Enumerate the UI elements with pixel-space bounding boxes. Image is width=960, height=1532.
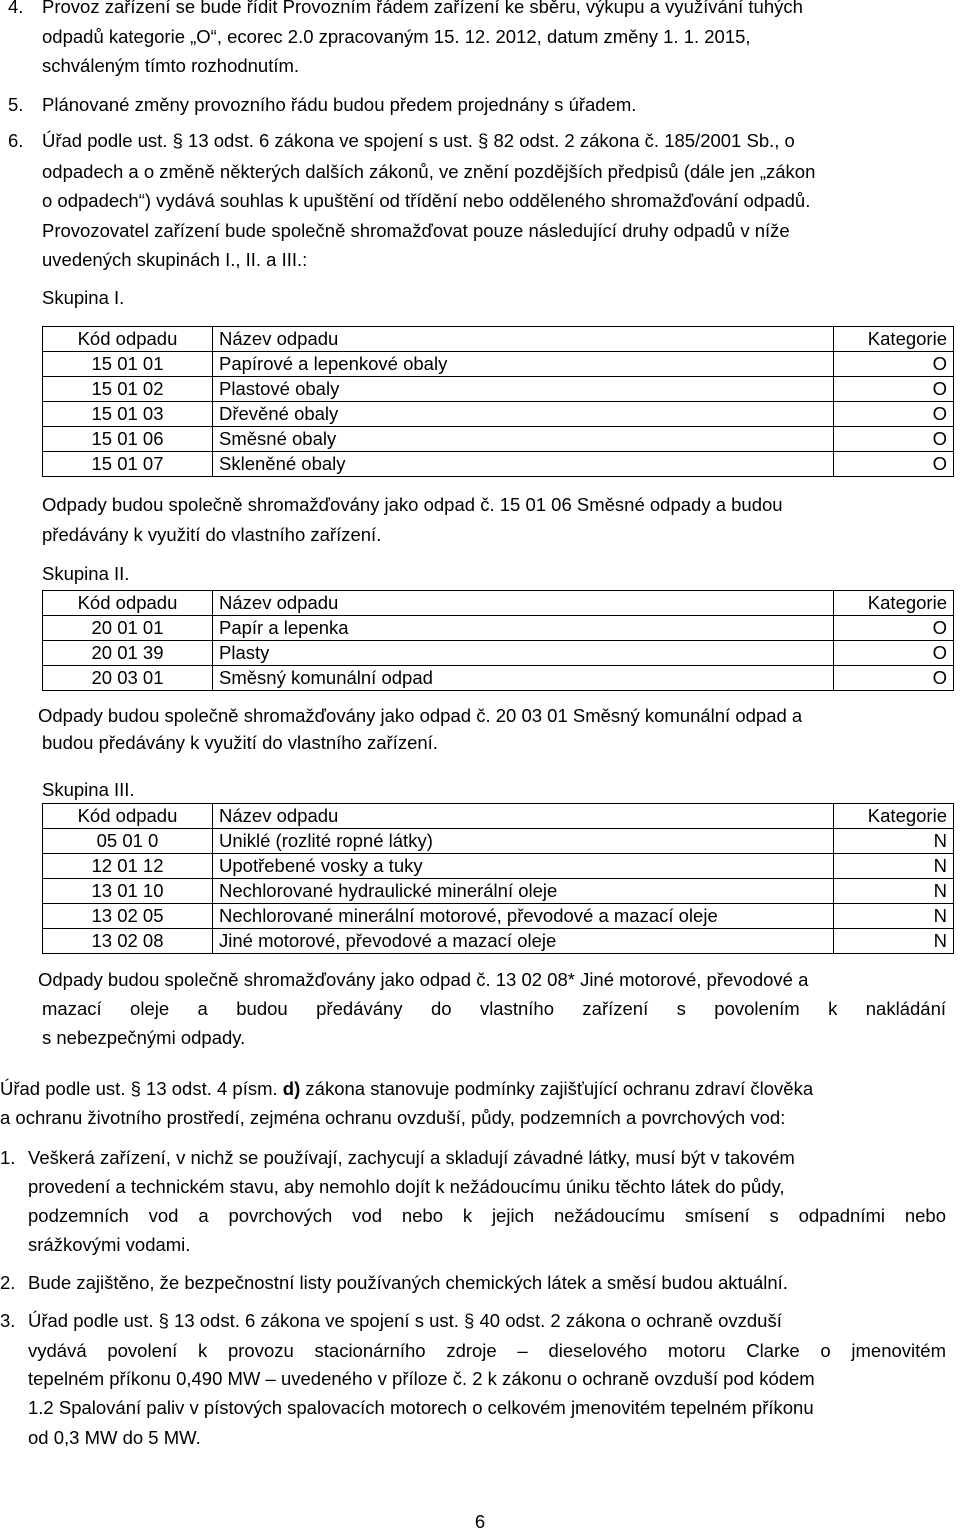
cell-code: 13 02 05 [43, 904, 213, 929]
cell-name: Plastové obaly [213, 377, 834, 402]
cell-category: O [834, 616, 954, 641]
section-d-lead-pre: Úřad podle ust. § 13 odst. 4 písm. [0, 1078, 278, 1099]
table-row [43, 377, 954, 402]
group-1-title: Skupina I. [42, 287, 125, 308]
group-3-note-line-1: Odpady budou společně shromažďovány jako odpad č. 13 02 08* Jiné motorové, převodové a [38, 969, 809, 990]
condition-3-line-2: vydává povolení k provozu stacionárního zdroje – dieselového motoru Clarke o jmenovitém [28, 1340, 946, 1361]
item-4-line-3: schváleným tímto rozhodnutím. [42, 55, 300, 76]
page-number: 6 [474, 1511, 486, 1532]
item-4-number: 4. [8, 0, 24, 17]
cell-code: 20 03 01 [43, 666, 213, 691]
cell-code: 15 01 02 [43, 377, 213, 402]
cell-code: 13 01 10 [43, 879, 213, 904]
table-row [43, 829, 954, 854]
condition-2-number: 2. [0, 1272, 16, 1293]
cell-code: 15 01 01 [43, 352, 213, 377]
group-1-note-line-1: Odpady budou společně shromažďovány jako odpad č. 15 01 06 Směsné odpady a budou [42, 494, 783, 515]
cell-category: O [834, 452, 954, 477]
header-code: Kód odpadu [43, 591, 213, 616]
section-d-lead-bold: d) [282, 1078, 301, 1099]
cell-category: O [834, 641, 954, 666]
cell-name: Nechlorované minerální motorové, převodové a mazací oleje [213, 904, 834, 929]
section-d-lead-line-1 [0, 1077, 813, 1101]
group-3-note-line-3: s nebezpečnými odpady. [42, 1027, 246, 1048]
section-d-lead-line-2: a ochranu životního prostředí, zejména ochranu ovzduší, půdy, podzemních a povrchových vod: [0, 1107, 786, 1128]
item-6-line-3: o odpadech“) vydává souhlas k upuštění od třídění nebo odděleného shromažďování odpadů. [42, 190, 811, 211]
condition-2-line-1: Bude zajištěno, že bezpečnostní listy používaných chemických látek a směsí budou aktuální. [28, 1272, 788, 1293]
cell-category: O [834, 352, 954, 377]
item-4-line-2: odpadů kategorie „O“, ecorec 2.0 zpracovaným 15. 12. 2012, datum změny 1. 1. 2015, [42, 26, 751, 47]
cell-name: Skleněné obaly [213, 452, 834, 477]
cell-name: Nechlorované hydraulické minerální oleje [213, 879, 834, 904]
item-5-number: 5. [8, 94, 24, 115]
cell-name: Papír a lepenka [213, 616, 834, 641]
table-row [43, 854, 954, 879]
condition-1-number: 1. [0, 1147, 16, 1168]
table-row [43, 879, 954, 904]
cell-category: N [834, 904, 954, 929]
cell-name: Plasty [213, 641, 834, 666]
cell-category: N [834, 854, 954, 879]
item-6-line-4: Provozovatel zařízení bude společně shromažďovat pouze následující druhy odpadů v níže [42, 220, 790, 241]
item-6-line-5: uvedených skupinách I., II. a III.: [42, 249, 308, 270]
section-d-lead-post: zákona stanovuje podmínky zajišťující ochranu zdraví člověka [305, 1078, 814, 1099]
header-category: Kategorie [834, 327, 954, 352]
group-3-note-line-2: mazací oleje a budou předávány do vlastního zařízení s povolením k nakládání [42, 998, 946, 1019]
cell-name: Jiné motorové, převodové a mazací oleje [213, 929, 834, 954]
table-header-row [43, 804, 954, 829]
table-header-row [43, 591, 954, 616]
cell-code: 05 01 0 [43, 829, 213, 854]
condition-3-line-4: 1.2 Spalování paliv v pístových spalovacích motorech o celkovém jmenovitém tepelném příkonu [28, 1397, 814, 1418]
table-row [43, 427, 954, 452]
cell-name: Papírové a lepenkové obaly [213, 352, 834, 377]
header-code: Kód odpadu [43, 327, 213, 352]
item-6-number: 6. [8, 130, 24, 151]
cell-name: Směsný komunální odpad [213, 666, 834, 691]
cell-category: O [834, 402, 954, 427]
cell-name: Dřevěné obaly [213, 402, 834, 427]
table-header-row [43, 327, 954, 352]
table-row [43, 452, 954, 477]
table-row [43, 666, 954, 691]
cell-category: N [834, 829, 954, 854]
group-3-table [42, 803, 954, 954]
cell-code: 20 01 39 [43, 641, 213, 666]
header-category: Kategorie [834, 804, 954, 829]
condition-3-number: 3. [0, 1310, 16, 1331]
cell-category: O [834, 377, 954, 402]
condition-3-line-3: tepelném příkonu 0,490 MW – uvedeného v příloze č. 2 k zákonu o ochraně ovzduší pod kódem [28, 1368, 815, 1389]
group-1-note-line-2: předávány k využití do vlastního zařízení. [42, 524, 382, 545]
group-2-note-line-1: Odpady budou společně shromažďovány jako odpad č. 20 03 01 Směsný komunální odpad a [38, 705, 803, 726]
cell-category: N [834, 879, 954, 904]
item-6-line-1: Úřad podle ust. § 13 odst. 6 zákona ve spojení s ust. § 82 odst. 2 zákona č. 185/2001 Sb., o [42, 130, 795, 151]
group-3-title: Skupina III. [42, 779, 135, 800]
table-row [43, 616, 954, 641]
condition-3-line-5: od 0,3 MW do 5 MW. [28, 1427, 201, 1448]
header-name: Název odpadu [213, 804, 834, 829]
cell-code: 12 01 12 [43, 854, 213, 879]
cell-code: 15 01 07 [43, 452, 213, 477]
header-code: Kód odpadu [43, 804, 213, 829]
condition-1-line-4: srážkovými vodami. [28, 1234, 191, 1255]
table-row [43, 904, 954, 929]
cell-name: Směsné obaly [213, 427, 834, 452]
condition-1-line-2: provedení a technickém stavu, aby nemohlo dojít k nežádoucímu úniku těchto látek do půdy, [28, 1176, 785, 1197]
cell-name: Uniklé (rozlité ropné látky) [213, 829, 834, 854]
cell-category: O [834, 427, 954, 452]
condition-3-line-1: Úřad podle ust. § 13 odst. 6 zákona ve spojení s ust. § 40 odst. 2 zákona o ochraně ovzduší [28, 1310, 782, 1331]
condition-1-line-1: Veškerá zařízení, v nichž se používají, zachycují a skladují závadné látky, musí být v takovém [28, 1147, 795, 1168]
table-row [43, 402, 954, 427]
header-name: Název odpadu [213, 327, 834, 352]
group-2-table [42, 590, 954, 691]
item-5-text: Plánované změny provozního řádu budou předem projednány s úřadem. [42, 94, 637, 115]
table-row [43, 929, 954, 954]
item-4-line-1: Provoz zařízení se bude řídit Provozním řádem zařízení ke sběru, výkupu a využívání tuhých [42, 0, 803, 17]
cell-category: O [834, 666, 954, 691]
table-row [43, 352, 954, 377]
header-name: Název odpadu [213, 591, 834, 616]
group-1-table [42, 326, 954, 477]
cell-code: 15 01 06 [43, 427, 213, 452]
group-2-note-line-2: budou předávány k využití do vlastního zařízení. [42, 732, 438, 753]
cell-code: 20 01 01 [43, 616, 213, 641]
item-6-line-2: odpadech a o změně některých dalších zákonů, ve znění pozdějších předpisů (dále jen „zákon [42, 161, 816, 182]
header-category: Kategorie [834, 591, 954, 616]
table-row [43, 641, 954, 666]
condition-1-line-3: podzemních vod a povrchových vod nebo k jejich nežádoucímu smísení s odpadními nebo [28, 1205, 946, 1226]
cell-name: Upotřebené vosky a tuky [213, 854, 834, 879]
cell-category: N [834, 929, 954, 954]
cell-code: 13 02 08 [43, 929, 213, 954]
cell-code: 15 01 03 [43, 402, 213, 427]
group-2-title: Skupina II. [42, 563, 130, 584]
